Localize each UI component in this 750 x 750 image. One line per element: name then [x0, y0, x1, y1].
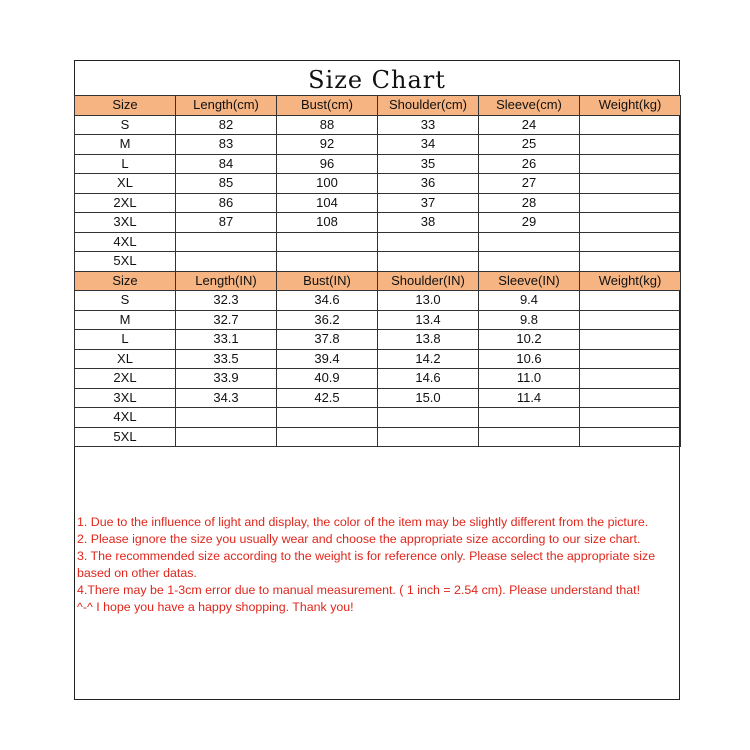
table-cell: 33 — [378, 115, 479, 135]
table-row — [75, 291, 681, 311]
table-cell: 96 — [277, 154, 378, 174]
size-label-cell: L — [75, 330, 176, 350]
table-cell: 86 — [176, 193, 277, 213]
table-cell: 108 — [277, 213, 378, 233]
table-row — [75, 310, 681, 330]
table-cell — [277, 408, 378, 428]
size-label-cell: 2XL — [75, 193, 176, 213]
table-cell — [378, 232, 479, 252]
table-cell — [277, 427, 378, 447]
table-cell: 25 — [479, 135, 580, 155]
table-cell — [580, 291, 681, 311]
table-cell — [176, 427, 277, 447]
table-cell — [479, 232, 580, 252]
table-cell: 35 — [378, 154, 479, 174]
table-cell: 92 — [277, 135, 378, 155]
cm-table-header-row — [75, 96, 681, 116]
size-label-cell: 5XL — [75, 427, 176, 447]
table-cell: 32.7 — [176, 310, 277, 330]
table-cell: 24 — [479, 115, 580, 135]
table-cell — [176, 408, 277, 428]
table-cell: 34 — [378, 135, 479, 155]
table-row — [75, 154, 681, 174]
column-header: Weight(kg) — [580, 96, 681, 116]
size-label-cell: 2XL — [75, 369, 176, 389]
column-header: Weight(kg) — [580, 271, 681, 291]
size-label-cell: 3XL — [75, 213, 176, 233]
table-cell — [580, 115, 681, 135]
size-label-cell: L — [75, 154, 176, 174]
table-cell: 15.0 — [378, 388, 479, 408]
size-table — [74, 95, 681, 447]
table-cell: 9.4 — [479, 291, 580, 311]
table-cell: 34.3 — [176, 388, 277, 408]
table-cell — [580, 427, 681, 447]
table-cell — [277, 252, 378, 272]
size-label-cell: M — [75, 310, 176, 330]
column-header: Sleeve(cm) — [479, 96, 580, 116]
table-cell: 14.6 — [378, 369, 479, 389]
table-row — [75, 388, 681, 408]
table-row — [75, 174, 681, 194]
size-label-cell: 3XL — [75, 388, 176, 408]
column-header: Bust(cm) — [277, 96, 378, 116]
column-header: Size — [75, 96, 176, 116]
table-cell — [580, 388, 681, 408]
size-chart-frame — [74, 60, 680, 700]
table-cell: 83 — [176, 135, 277, 155]
table-cell — [176, 252, 277, 272]
size-label-cell: XL — [75, 349, 176, 369]
table-row — [75, 252, 681, 272]
table-cell — [580, 310, 681, 330]
table-cell: 82 — [176, 115, 277, 135]
notes-section — [77, 514, 677, 615]
table-cell: 27 — [479, 174, 580, 194]
size-label-cell: M — [75, 135, 176, 155]
table-cell: 33.9 — [176, 369, 277, 389]
column-header: Bust(IN) — [277, 271, 378, 291]
note-line: ^-^ I hope you have a happy shopping. Thank you! — [77, 599, 354, 614]
table-cell: 33.5 — [176, 349, 277, 369]
table-cell: 42.5 — [277, 388, 378, 408]
table-cell — [479, 427, 580, 447]
table-cell: 14.2 — [378, 349, 479, 369]
table-cell: 85 — [176, 174, 277, 194]
table-cell — [378, 427, 479, 447]
table-cell — [378, 408, 479, 428]
size-label-cell: S — [75, 115, 176, 135]
table-cell: 11.0 — [479, 369, 580, 389]
size-label-cell: 4XL — [75, 408, 176, 428]
table-cell: 28 — [479, 193, 580, 213]
size-label-cell: 5XL — [75, 252, 176, 272]
table-cell — [580, 213, 681, 233]
table-cell — [580, 193, 681, 213]
table-cell — [580, 154, 681, 174]
table-cell: 10.2 — [479, 330, 580, 350]
note-line: 4.There may be 1-3cm error due to manual measurement. ( 1 inch = 2.54 cm). Please understand that! — [77, 582, 641, 597]
column-header: Length(cm) — [176, 96, 277, 116]
note-line: 2. Please ignore the size you usually wear and choose the appropriate size according to our size chart. — [77, 531, 641, 546]
column-header: Size — [75, 271, 176, 291]
table-cell: 36.2 — [277, 310, 378, 330]
table-cell: 39.4 — [277, 349, 378, 369]
table-row — [75, 135, 681, 155]
table-cell: 36 — [378, 174, 479, 194]
table-cell — [479, 252, 580, 272]
table-cell — [580, 135, 681, 155]
table-cell: 37.8 — [277, 330, 378, 350]
table-cell: 10.6 — [479, 349, 580, 369]
inch-table-header-row — [75, 271, 681, 291]
table-cell: 34.6 — [277, 291, 378, 311]
table-cell: 40.9 — [277, 369, 378, 389]
note-line: 1. Due to the influence of light and display, the color of the item may be slightly different from the picture. — [77, 515, 649, 529]
table-cell: 13.8 — [378, 330, 479, 350]
table-cell: 37 — [378, 193, 479, 213]
table-cell — [580, 252, 681, 272]
table-cell — [176, 232, 277, 252]
table-cell: 87 — [176, 213, 277, 233]
table-row — [75, 369, 681, 389]
table-cell: 13.4 — [378, 310, 479, 330]
note-line: 3. The recommended size according to the weight is for reference only. Please select the appropriate size based on other datas. — [77, 548, 656, 580]
table-cell — [378, 252, 479, 272]
table-cell: 104 — [277, 193, 378, 213]
table-cell — [277, 232, 378, 252]
table-cell — [580, 408, 681, 428]
table-cell: 84 — [176, 154, 277, 174]
table-row — [75, 232, 681, 252]
page-title: Size Chart — [308, 66, 446, 94]
table-row — [75, 349, 681, 369]
table-cell — [580, 369, 681, 389]
size-label-cell: XL — [75, 174, 176, 194]
table-cell: 13.0 — [378, 291, 479, 311]
table-cell: 100 — [277, 174, 378, 194]
table-cell — [580, 349, 681, 369]
column-header: Shoulder(cm) — [378, 96, 479, 116]
table-cell: 33.1 — [176, 330, 277, 350]
table-row — [75, 408, 681, 428]
table-row — [75, 193, 681, 213]
table-cell — [580, 174, 681, 194]
table-cell — [479, 408, 580, 428]
table-cell — [580, 232, 681, 252]
table-cell: 11.4 — [479, 388, 580, 408]
table-row — [75, 115, 681, 135]
table-cell: 26 — [479, 154, 580, 174]
table-cell: 9.8 — [479, 310, 580, 330]
table-cell: 29 — [479, 213, 580, 233]
size-label-cell: S — [75, 291, 176, 311]
column-header: Shoulder(IN) — [378, 271, 479, 291]
size-label-cell: 4XL — [75, 232, 176, 252]
table-cell: 88 — [277, 115, 378, 135]
table-row — [75, 330, 681, 350]
column-header: Length(IN) — [176, 271, 277, 291]
table-cell: 38 — [378, 213, 479, 233]
column-header: Sleeve(IN) — [479, 271, 580, 291]
table-cell: 32.3 — [176, 291, 277, 311]
table-row — [75, 427, 681, 447]
table-row — [75, 213, 681, 233]
table-cell — [580, 330, 681, 350]
